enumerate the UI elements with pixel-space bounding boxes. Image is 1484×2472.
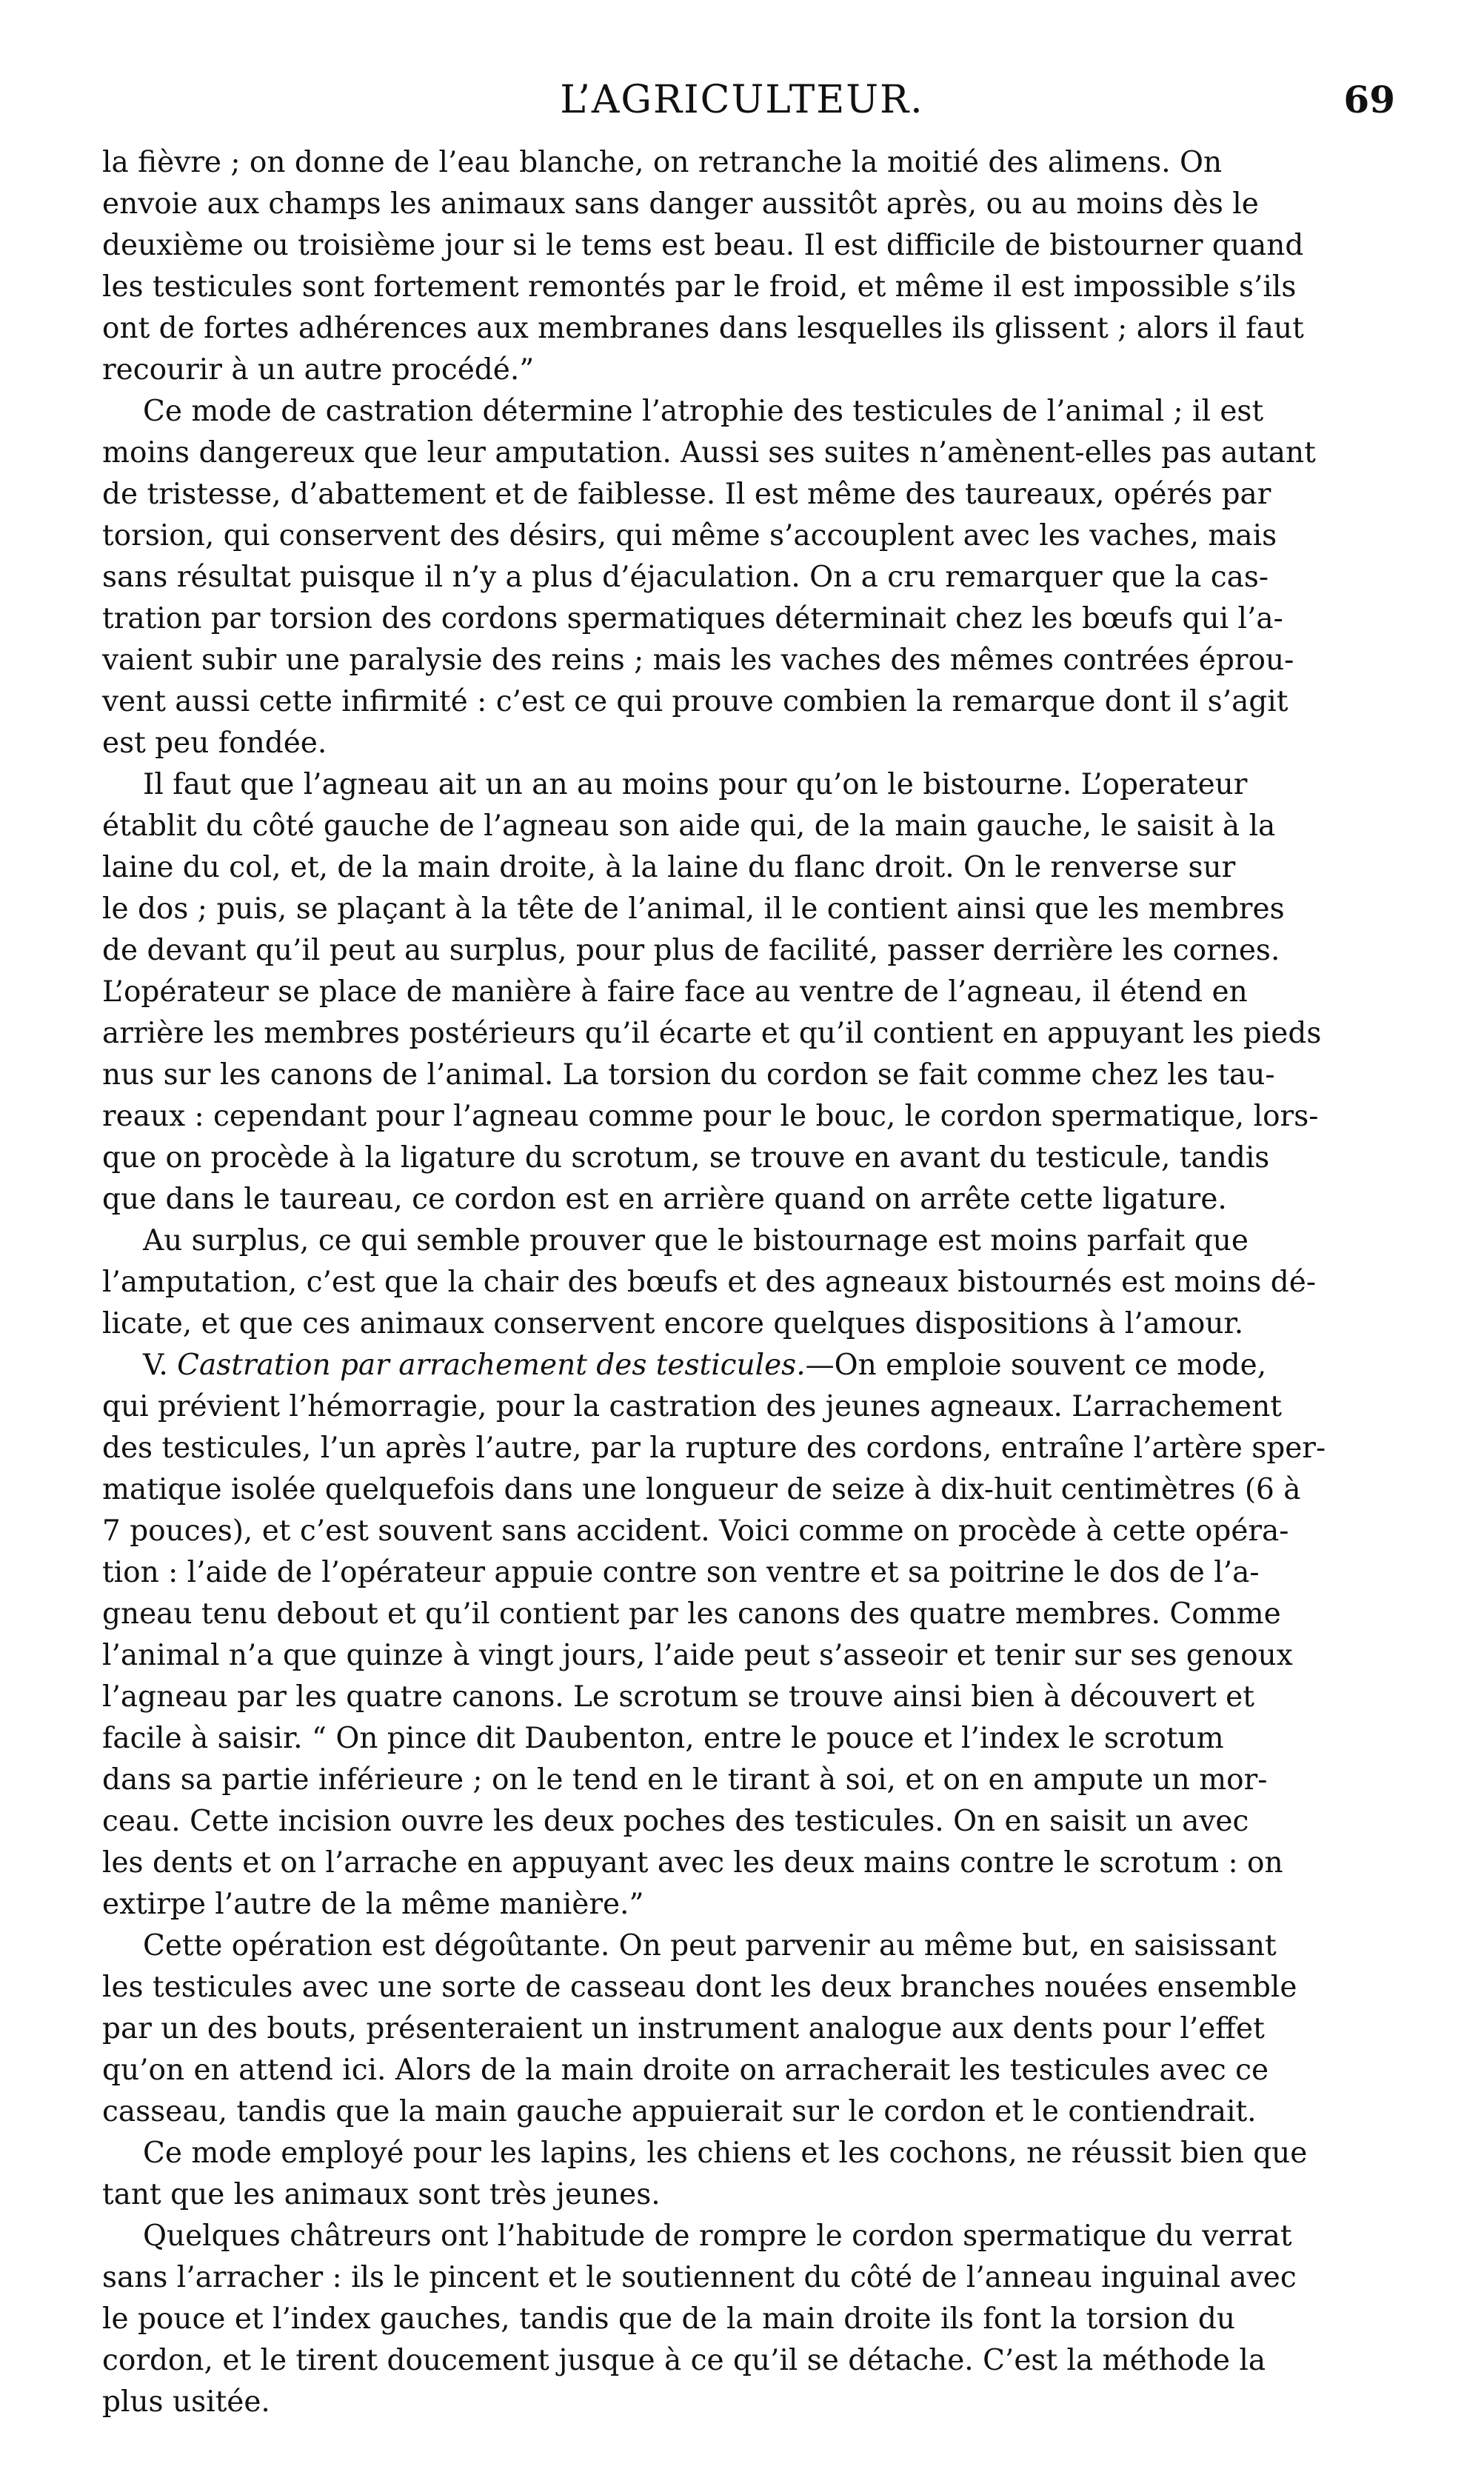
section-numeral: V. xyxy=(143,1349,168,1382)
text-line: casseau, tandis que la main gauche appuierait sur le cordon et le contiendrait. xyxy=(102,2095,1257,2128)
text-line: licate, et que ces animaux conservent encore quelques dispositions à l’amour. xyxy=(102,1307,1244,1340)
text-line: que on procède à la ligature du scrotum, se trouve en avant du testicule, tandis xyxy=(102,1141,1270,1175)
text-line: établit du côté gauche de l’agneau son aide qui, de la main gauche, le saisit à la xyxy=(102,809,1276,843)
text-line xyxy=(102,764,1407,806)
text-line: ceau. Cette incision ouvre les deux poches des testicules. On en saisit un avec xyxy=(102,1805,1249,1838)
text-line: le pouce et l’index gauches, tandis que de la main droite ils font la torsion du xyxy=(102,2302,1235,2336)
text-line-content: Cette opération est dégoûtante. On peut parvenir au même but, en saisissant xyxy=(143,1929,1277,1962)
text-line: reaux : cependant pour l’agneau comme pour le bouc, le cordon spermatique, lors- xyxy=(102,1100,1319,1133)
text-line-content: Au surplus, ce qui semble prouver que le bistournage est moins parfait que xyxy=(143,1224,1249,1257)
text-line: de devant qu’il peut au surplus, pour plus de facilité, passer derrière les cornes. xyxy=(102,934,1280,967)
text-line: vaient subir une paralysie des reins ; mais les vaches des mêmes contrées éprou- xyxy=(102,644,1294,677)
text-line: envoie aux champs les animaux sans danger aussitôt après, ou au moins dès le xyxy=(102,187,1259,221)
text-line: L’opérateur se place de manière à faire face au ventre de l’agneau, il étend en xyxy=(102,975,1248,1009)
text-line-content: Ce mode employé pour les lapins, les chiens et les cochons, ne réussit bien que xyxy=(143,2137,1308,2170)
text-line: est peu fondée. xyxy=(102,726,327,760)
text-line: dans sa partie inférieure ; on le tend en le tirant à soi, et on en ampute un mor- xyxy=(102,1763,1268,1797)
text-line: moins dangereux que leur amputation. Aussi ses suites n’amènent-elles pas autant xyxy=(102,436,1316,470)
text-line: l’amputation, c’est que la chair des bœufs et des agneaux bistournés est moins dé- xyxy=(102,1266,1317,1299)
text-line: deuxième ou troisième jour si le tems est beau. Il est difficile de bistourner quand xyxy=(102,229,1304,262)
text-line: torsion, qui conservent des désirs, qui même s’accouplent avec les vaches, mais xyxy=(102,519,1277,552)
text-line: de tristesse, d’abattement et de faiblesse. Il est même des taureaux, opérés par xyxy=(102,478,1271,511)
text-line: des testicules, l’un après l’autre, par la rupture des cordons, entraîne l’artère sper- xyxy=(102,1432,1326,1465)
text-line xyxy=(102,2133,1407,2174)
text-line: facile à saisir. “ On pince dit Daubenton, entre le pouce et l’index le scrotum xyxy=(102,1722,1224,1755)
running-head xyxy=(0,74,1484,126)
text-line: 7 pouces), et c’est souvent sans accident. Voici comme on procède à cette opéra- xyxy=(102,1514,1289,1548)
text-line-content: Il faut que l’agneau ait un an au moins pour qu’on le bistourne. L’operateur xyxy=(143,768,1248,801)
text-line: matique isolée quelquefois dans une longueur de seize à dix-huit centimètres (6 à xyxy=(102,1473,1301,1506)
text-line: tion : l’aide de l’opérateur appuie contre son ventre et sa poitrine le dos de l’a- xyxy=(102,1556,1260,1589)
text-line: sans l’arracher : ils le pincent et le soutiennent du côté de l’anneau inguinal avec xyxy=(102,2261,1297,2294)
text-line: nus sur les canons de l’animal. La torsion du cordon se fait comme chez les tau- xyxy=(102,1058,1275,1092)
text-line: les testicules avec une sorte de casseau dont les deux branches nouées ensemble xyxy=(102,1971,1297,2004)
text-line: les dents et on l’arrache en appuyant avec les deux mains contre le scrotum : on xyxy=(102,1846,1283,1880)
text-line-content: —On emploie souvent ce mode, xyxy=(805,1349,1267,1382)
page-number: 69 xyxy=(1343,78,1395,121)
text-line: plus usitée. xyxy=(102,2385,270,2419)
text-line: arrière les membres postérieurs qu’il écarte et qu’il contient en appuyant les pieds xyxy=(102,1017,1322,1050)
body-text xyxy=(102,142,1407,2423)
text-line: qui prévient l’hémorragie, pour la castration des jeunes agneaux. L’arrachement xyxy=(102,1390,1282,1423)
text-line: laine du col, et, de la main droite, à la laine du flanc droit. On le renverse sur xyxy=(102,851,1236,884)
text-line: recourir à un autre procédé.” xyxy=(102,353,535,387)
text-line: sans résultat puisque il n’y a plus d’éjaculation. On a cru remarquer que la cas- xyxy=(102,561,1269,594)
text-line: la fièvre ; on donne de l’eau blanche, on retranche la moitié des alimens. On xyxy=(102,146,1223,179)
section-title: Castration par arrachement des testicules. xyxy=(177,1349,806,1382)
text-line: qu’on en attend ici. Alors de la main droite on arracherait les testicules avec ce xyxy=(102,2054,1269,2087)
text-line xyxy=(102,2216,1407,2257)
text-line xyxy=(102,1220,1407,1262)
text-line-content: Quelques châtreurs ont l’habitude de rompre le cordon spermatique du verrat xyxy=(143,2219,1292,2253)
text-line: cordon, et le tirent doucement jusque à ce qu’il se détache. C’est la méthode la xyxy=(102,2344,1266,2377)
section-heading-line xyxy=(102,1345,1407,1386)
text-line: tant que les animaux sont très jeunes. xyxy=(102,2178,661,2211)
text-line: tration par torsion des cordons spermatiques déterminait chez les bœufs qui l’a- xyxy=(102,602,1283,635)
text-line: extirpe l’autre de la même manière.” xyxy=(102,1888,644,1921)
text-line: ont de fortes adhérences aux membranes dans lesquelles ils glissent ; alors il faut xyxy=(102,312,1304,345)
text-line: l’animal n’a que quinze à vingt jours, l’aide peut s’asseoir et tenir sur ses genoux xyxy=(102,1639,1293,1672)
text-line: gneau tenu debout et qu’il contient par les canons des quatre membres. Comme xyxy=(102,1597,1281,1631)
text-line-content: Ce mode de castration détermine l’atrophie des testicules de l’animal ; il est xyxy=(143,395,1264,428)
text-line: le dos ; puis, se plaçant à la tête de l’animal, il le contient ainsi que les membres xyxy=(102,892,1285,926)
text-line: les testicules sont fortement remontés par le froid, et même il est impossible s’ils xyxy=(102,270,1297,304)
text-line: vent aussi cette infirmité : c’est ce qui prouve combien la remarque dont il s’agit xyxy=(102,685,1289,718)
text-line: par un des bouts, présenteraient un instrument analogue aux dents pour l’effet xyxy=(102,2012,1265,2045)
text-line: l’agneau par les quatre canons. Le scrotum se trouve ainsi bien à découvert et xyxy=(102,1680,1254,1714)
running-title: L’AGRICULTEUR. xyxy=(560,78,924,122)
text-line xyxy=(102,391,1407,432)
text-line xyxy=(102,1925,1407,1967)
text-line: que dans le taureau, ce cordon est en arrière quand on arrête cette ligature. xyxy=(102,1183,1227,1216)
